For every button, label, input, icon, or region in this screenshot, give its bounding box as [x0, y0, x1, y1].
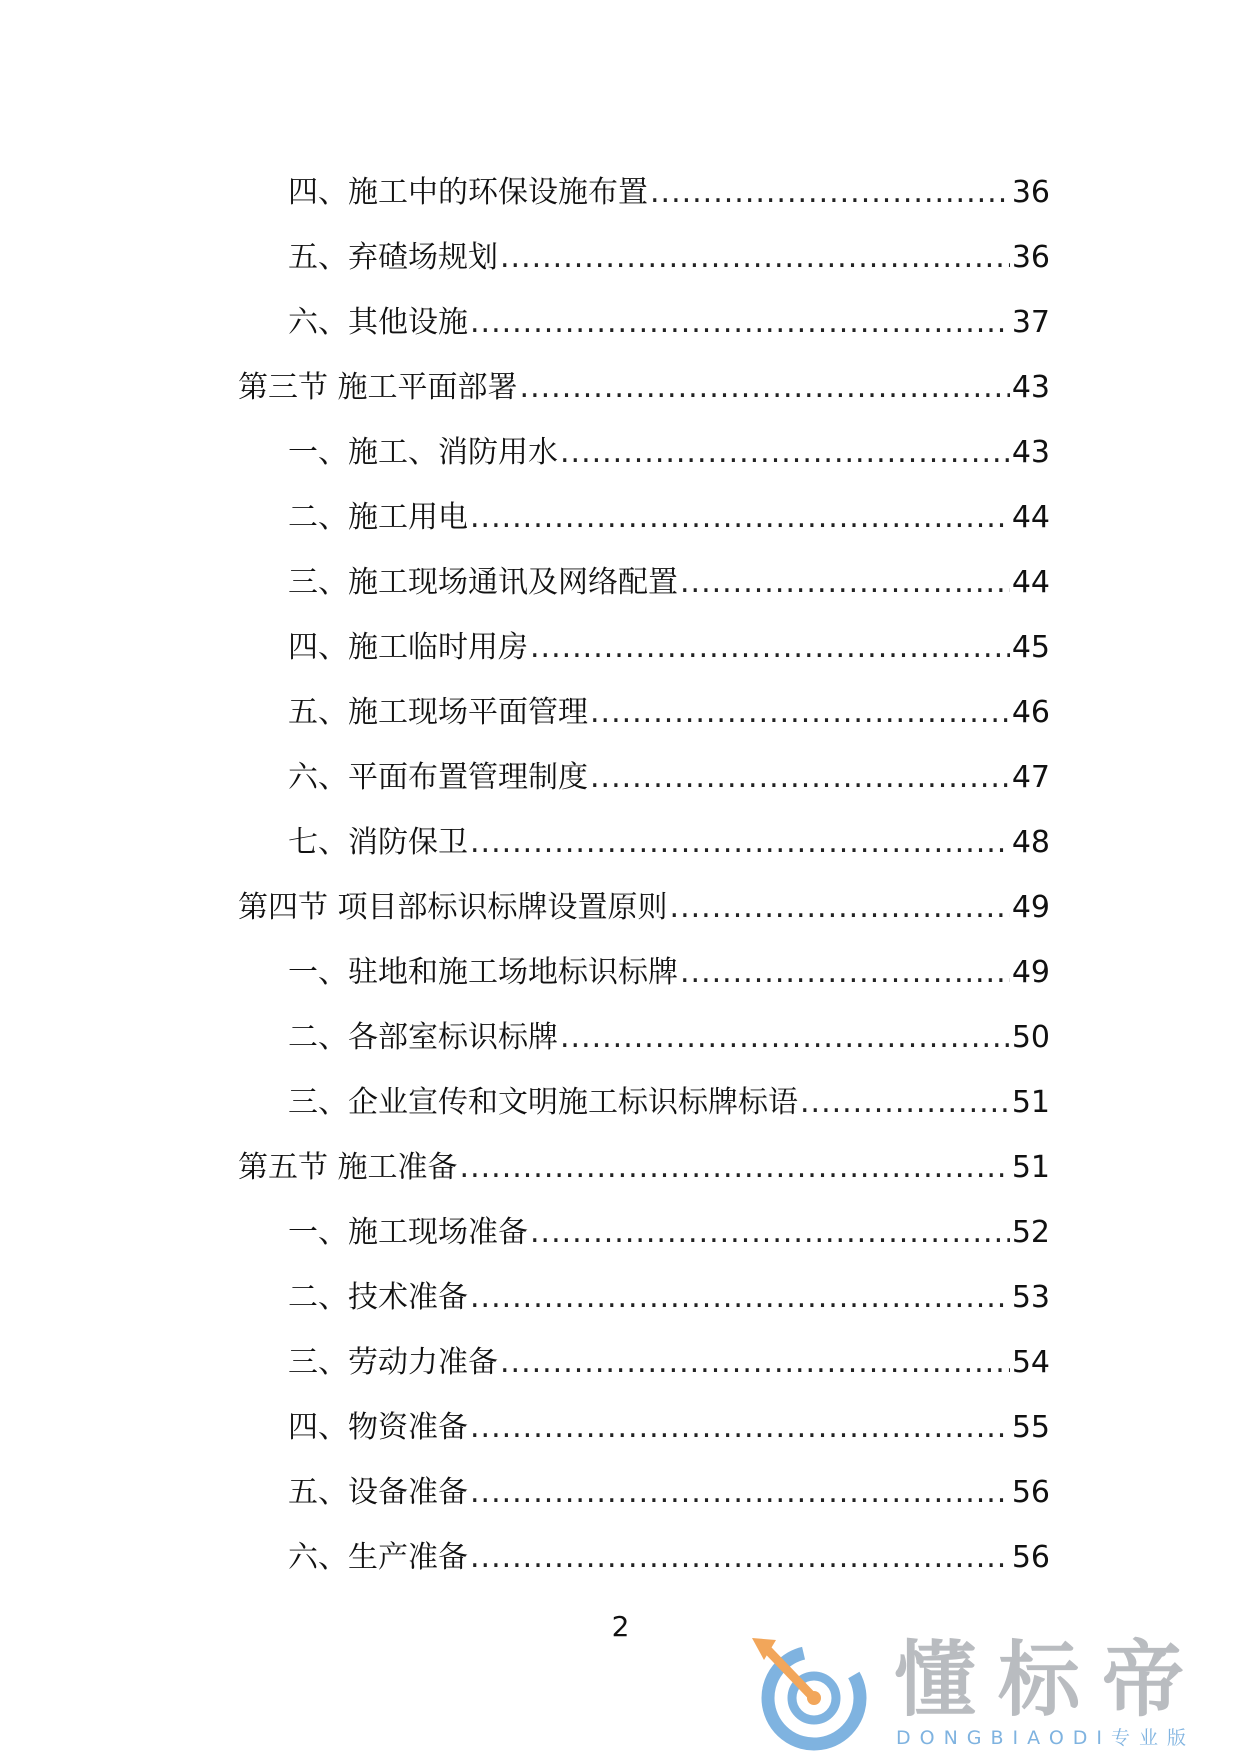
toc-entry-title: 四、施工中的环保设施布置 — [288, 174, 648, 210]
toc-entry[interactable] — [0, 355, 1241, 420]
toc-dot-leader — [530, 628, 1010, 668]
toc-entry[interactable] — [0, 160, 1241, 225]
toc-entry-page: 51 — [1011, 1084, 1050, 1120]
page-number: 2 — [611, 1610, 630, 1643]
toc-dot-leader — [470, 1538, 1010, 1578]
toc-dot-leader — [520, 368, 1010, 408]
toc-entry-line — [288, 953, 1050, 993]
toc-entry[interactable] — [0, 1330, 1241, 1395]
toc-entry-page: 45 — [1011, 629, 1050, 665]
toc-entry-title: 三、企业宣传和文明施工标识标牌标语 — [288, 1084, 798, 1120]
toc-entry-page: 43 — [1011, 434, 1050, 470]
toc-entry[interactable] — [0, 225, 1241, 290]
toc-entry-title: 三、劳动力准备 — [288, 1344, 498, 1380]
toc-entry-title: 六、平面布置管理制度 — [288, 759, 588, 795]
toc-entry-page: 49 — [1011, 889, 1050, 925]
toc-dot-leader — [470, 1278, 1010, 1318]
toc-dot-leader — [500, 1343, 1010, 1383]
toc-entry[interactable] — [0, 1200, 1241, 1265]
toc-entry-page: 55 — [1011, 1409, 1050, 1445]
toc-entry[interactable] — [0, 1005, 1241, 1070]
toc-dot-leader — [680, 953, 1010, 993]
toc-dot-leader — [470, 303, 1010, 343]
toc-entry-line — [238, 1148, 1050, 1188]
toc-dot-leader — [680, 563, 1010, 603]
toc-entry-page: 48 — [1011, 824, 1050, 860]
toc-entry-line — [288, 758, 1050, 798]
toc-entry-page: 53 — [1011, 1279, 1050, 1315]
toc-dot-leader — [650, 173, 1010, 213]
toc-dot-leader — [470, 1473, 1010, 1513]
toc-entry-title: 六、生产准备 — [288, 1539, 468, 1575]
toc-entry-title: 第五节 施工准备 — [238, 1149, 458, 1185]
toc-entry[interactable] — [0, 615, 1241, 680]
toc-entry-title: 五、弃碴场规划 — [288, 239, 498, 275]
target-logo-icon — [742, 1630, 872, 1754]
toc-entry-line — [238, 368, 1050, 408]
toc-entry-page: 47 — [1011, 759, 1050, 795]
toc-entry-line — [288, 1408, 1050, 1448]
toc-entry-line — [288, 823, 1050, 863]
toc-entry-title: 第四节 项目部标识标牌设置原则 — [238, 889, 668, 925]
toc-entry-page: 56 — [1011, 1539, 1050, 1575]
toc-entry[interactable] — [0, 875, 1241, 940]
toc-dot-leader — [470, 823, 1010, 863]
toc-entry[interactable] — [0, 940, 1241, 1005]
toc-dot-leader — [590, 758, 1010, 798]
toc-entry-page: 43 — [1011, 369, 1050, 405]
watermark-subtitle: DONGBIAODI专业版 — [896, 1727, 1196, 1749]
toc-entry[interactable] — [0, 485, 1241, 550]
toc-entry-page: 54 — [1011, 1344, 1050, 1380]
toc-entry-line — [288, 1343, 1050, 1383]
toc-entry-title: 第三节 施工平面部署 — [238, 369, 518, 405]
toc-entry[interactable] — [0, 1070, 1241, 1135]
toc-entry-line — [288, 238, 1050, 278]
toc-dot-leader — [470, 1408, 1010, 1448]
toc-entry-page: 44 — [1011, 499, 1050, 535]
toc-entry[interactable] — [0, 1265, 1241, 1330]
toc-entry-page: 51 — [1011, 1149, 1050, 1185]
watermark-logo — [742, 1630, 1222, 1754]
toc-dot-leader — [670, 888, 1010, 928]
toc-dot-leader — [470, 498, 1010, 538]
toc-entry-title: 四、施工临时用房 — [288, 629, 528, 665]
toc-entry-line — [288, 1538, 1050, 1578]
toc-entry-title: 四、物资准备 — [288, 1409, 468, 1445]
toc-entry-page: 49 — [1011, 954, 1050, 990]
table-of-contents — [0, 160, 1241, 1590]
toc-entry[interactable] — [0, 745, 1241, 810]
toc-entry-title: 六、其他设施 — [288, 304, 468, 340]
toc-entry-line — [288, 1213, 1050, 1253]
toc-entry-line — [288, 173, 1050, 213]
toc-entry-line — [288, 303, 1050, 343]
toc-entry-page: 52 — [1011, 1214, 1050, 1250]
toc-entry-title: 二、施工用电 — [288, 499, 468, 535]
toc-entry-title: 一、施工、消防用水 — [288, 434, 558, 470]
toc-dot-leader — [460, 1148, 1010, 1188]
toc-entry[interactable] — [0, 420, 1241, 485]
toc-entry-line — [288, 1018, 1050, 1058]
toc-entry-title: 五、施工现场平面管理 — [288, 694, 588, 730]
toc-entry-page: 56 — [1011, 1474, 1050, 1510]
toc-entry-line — [288, 693, 1050, 733]
toc-dot-leader — [590, 693, 1010, 733]
toc-entry-line — [238, 888, 1050, 928]
toc-entry-page: 37 — [1011, 304, 1050, 340]
toc-dot-leader — [500, 238, 1010, 278]
toc-entry[interactable] — [0, 1395, 1241, 1460]
toc-entry-line — [288, 563, 1050, 603]
toc-entry-line — [288, 1083, 1050, 1123]
toc-dot-leader — [530, 1213, 1010, 1253]
toc-entry-line — [288, 498, 1050, 538]
toc-entry[interactable] — [0, 1525, 1241, 1590]
toc-dot-leader — [560, 433, 1010, 473]
toc-entry[interactable] — [0, 1460, 1241, 1525]
toc-entry-page: 36 — [1011, 174, 1050, 210]
toc-entry-page: 44 — [1011, 564, 1050, 600]
toc-entry-page: 46 — [1011, 694, 1050, 730]
toc-entry[interactable] — [0, 290, 1241, 355]
toc-entry-line — [288, 433, 1050, 473]
toc-entry-title: 七、消防保卫 — [288, 824, 468, 860]
toc-entry-title: 一、施工现场准备 — [288, 1214, 528, 1250]
toc-entry-title: 二、各部室标识标牌 — [288, 1019, 558, 1055]
toc-entry[interactable] — [0, 550, 1241, 615]
toc-entry-title: 二、技术准备 — [288, 1279, 468, 1315]
toc-entry[interactable] — [0, 680, 1241, 745]
toc-entry-page: 50 — [1011, 1019, 1050, 1055]
toc-dot-leader — [560, 1018, 1010, 1058]
toc-entry-title: 一、驻地和施工场地标识标牌 — [288, 954, 678, 990]
toc-dot-leader — [800, 1083, 1010, 1123]
toc-entry-title: 五、设备准备 — [288, 1474, 468, 1510]
toc-entry-line — [288, 1473, 1050, 1513]
toc-entry-title: 三、施工现场通讯及网络配置 — [288, 564, 678, 600]
toc-entry[interactable] — [0, 810, 1241, 875]
toc-entry[interactable] — [0, 1135, 1241, 1200]
toc-entry-line — [288, 628, 1050, 668]
toc-entry-page: 36 — [1011, 239, 1050, 275]
watermark-brand-name: 懂标帝 — [894, 1633, 1207, 1728]
toc-entry-line — [288, 1278, 1050, 1318]
